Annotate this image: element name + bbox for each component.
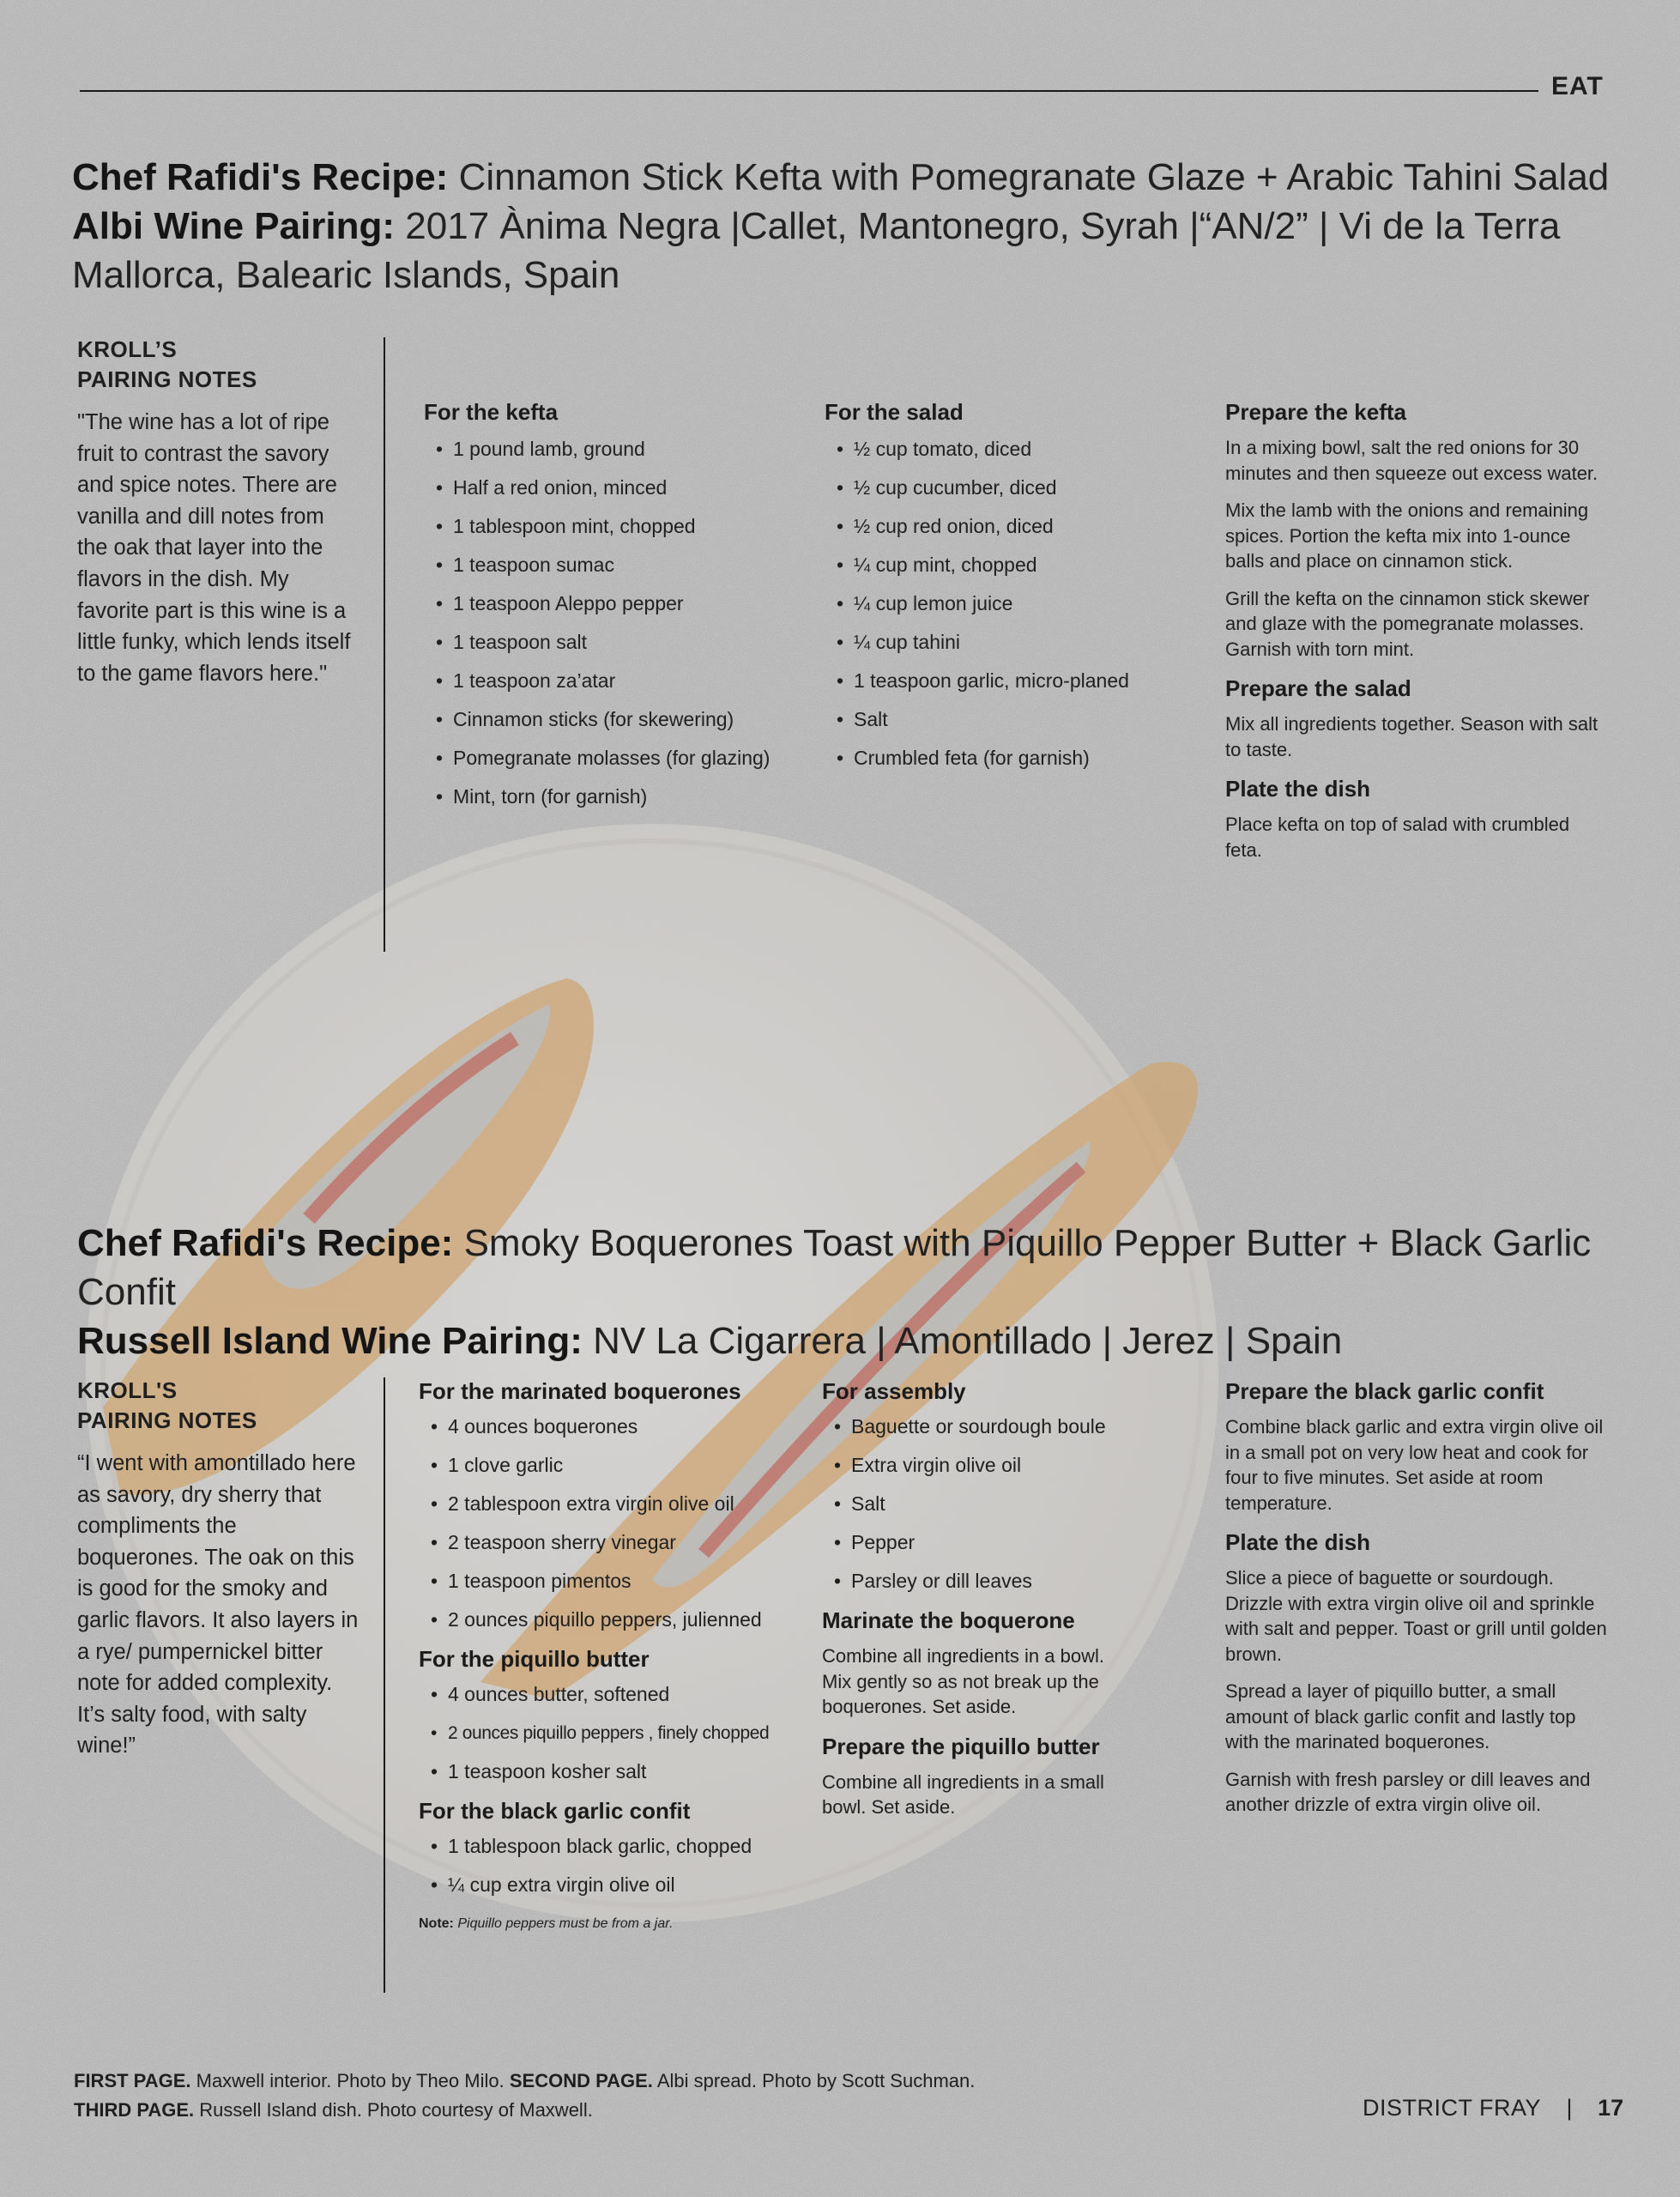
- recipe2-note-text: Piquillo peppers must be from a jar.: [457, 1916, 674, 1931]
- credit-third-page-label: THIRD PAGE.: [74, 2099, 195, 2121]
- list-item: • ¼ cup tahini: [837, 623, 1202, 662]
- recipe2-assembly-title: For assembly: [822, 1378, 966, 1404]
- credit-first-page-text: Maxwell interior. Photo by Theo Milo.: [196, 2070, 505, 2091]
- page-number: 17: [1598, 2095, 1624, 2121]
- recipe2-assembly-column: [822, 1377, 1165, 1832]
- recipe1-plate-p: Place kefta on top of salad with crumbled feta.: [1225, 814, 1570, 861]
- list-item: • 1 tablespoon mint, chopped: [436, 507, 801, 546]
- recipe1-salad-list: [825, 430, 1202, 778]
- list-item: • 1 teaspoon pimentos: [431, 1562, 813, 1601]
- list-item: • Extra virgin olive oil: [834, 1446, 1165, 1485]
- list-item: • 1 teaspoon za’atar: [436, 662, 801, 700]
- recipe1-notes-title-2: PAIRING NOTES: [77, 366, 257, 392]
- list-item: • 4 ounces boquerones: [431, 1407, 813, 1446]
- recipe2-pairing-notes: [77, 1376, 360, 1762]
- recipe2-ingredients-column: [419, 1377, 813, 1932]
- list-item: • ½ cup tomato, diced: [837, 430, 1202, 469]
- recipe1-prep-column: [1225, 397, 1603, 875]
- list-item: • Mint, torn (for garnish): [436, 778, 801, 816]
- list-item: • Salt: [837, 700, 1202, 739]
- recipe2-garlic-list: [419, 1827, 813, 1904]
- recipe2-pairing-label: Russell Island Wine Pairing:: [77, 1320, 583, 1362]
- credit-second-page-text: Albi spread. Photo by Scott Suchman.: [656, 2070, 976, 2091]
- recipe2-recipe-label: Chef Rafidi's Recipe:: [77, 1222, 454, 1264]
- recipe1-pairing-text: 2017 Ànima Negra |Callet, Mantonegro, Syrah |“AN/2” | Vi de la Terra Mallorca, Balearic Islands, Spain: [72, 205, 1561, 296]
- recipe2-note: [419, 1916, 813, 1932]
- recipe1-notes-text: "The wine has a lot of ripe fruit to contrast the savory and spice notes. There are vanilla and dill notes from the oak that layer into the flavors in the dish. My favorite part is this wine is a little funky, which lends itself to the game flavors here.": [77, 410, 351, 686]
- recipe2-boq-title: For the marinated boquerones: [419, 1378, 741, 1404]
- list-item: • Pomegranate molasses (for glazing): [436, 739, 801, 778]
- recipe2-assembly-list: [822, 1407, 1165, 1601]
- recipe1-prep-kefta-title: Prepare the kefta: [1225, 399, 1406, 425]
- list-item: • 1 teaspoon Aleppo pepper: [436, 584, 801, 623]
- recipe2-heading: [77, 1219, 1656, 1365]
- recipe2-boq-list: [419, 1407, 813, 1639]
- recipe2-notes-title-1: KROLL'S: [77, 1377, 178, 1403]
- list-item: • ½ cup red onion, diced: [837, 507, 1202, 546]
- recipe2-notes-text: “I went with amontillado here as savory, dry sherry that compliments the boquerones. The oak on this is good for the smoky and garlic flavors. It also layers in a rye/ pumpernickel bitter note for added complexity. It’s salty food, with salty wine!”: [77, 1451, 359, 1758]
- recipe1-prep-salad-title: Prepare the salad: [1225, 675, 1411, 701]
- recipe1-divider: [384, 337, 385, 952]
- recipe2-notes-title-2: PAIRING NOTES: [77, 1407, 257, 1433]
- recipe1-recipe-name: Cinnamon Stick Kefta with Pomegranate Glaze + Arabic Tahini Salad: [458, 156, 1610, 198]
- list-item: • 1 teaspoon garlic, micro-planed: [837, 662, 1202, 700]
- list-item: • 1 teaspoon salt: [436, 623, 801, 662]
- recipe1-kefta-column: [424, 397, 801, 816]
- recipe2-recipe-name: Smoky Boquerones Toast with Piquillo Pepper Butter + Black Garlic Confit: [77, 1222, 1592, 1313]
- list-item: • Half a red onion, minced: [436, 469, 801, 507]
- recipe2-note-label: Note:: [419, 1916, 454, 1931]
- recipe2-prep-column: [1225, 1377, 1611, 1830]
- publication-name: DISTRICT FRAY: [1363, 2095, 1542, 2121]
- recipe2-plate-p1: Slice a piece of baguette or sourdough. Drizzle with extra virgin olive oil and sprinkle with salt and pepper. Toast or grill until golden brown.: [1225, 1567, 1607, 1665]
- list-item: • ¼ cup mint, chopped: [837, 546, 1202, 584]
- credit-third-page-text: Russell Island dish. Photo courtesy of Maxwell.: [199, 2099, 593, 2121]
- recipe2-prep-butter-title: Prepare the piquillo butter: [822, 1733, 1100, 1759]
- recipe1-salad-column: [825, 397, 1202, 778]
- recipe1-pairing-notes: [77, 335, 352, 689]
- list-item: • 2 teaspoon sherry vinegar: [431, 1523, 813, 1562]
- recipe2-plate-p2: Spread a layer of piquillo butter, a small amount of black garlic confit and lastly top with the marinated boquerones.: [1225, 1680, 1576, 1752]
- list-item: • Crumbled feta (for garnish): [837, 739, 1202, 778]
- recipe2-plate-p3: Garnish with fresh parsley or dill leaves and another drizzle of extra virgin olive oil.: [1225, 1768, 1591, 1815]
- credit-second-page-label: SECOND PAGE.: [509, 2070, 653, 2091]
- recipe2-pairing-text: NV La Cigarrera | Amontillado | Jerez | Spain: [593, 1320, 1343, 1362]
- recipe1-prep-kefta-p1: In a mixing bowl, salt the red onions for 30 minutes and then squeeze out excess water.: [1225, 437, 1598, 484]
- list-item: • Parsley or dill leaves: [834, 1562, 1165, 1601]
- page-footer: [1363, 2095, 1623, 2121]
- recipe1-notes-title-1: KROLL’S: [77, 336, 178, 362]
- recipe2-marinate-title: Marinate the boquerone: [822, 1607, 1075, 1633]
- recipe2-butter-list: [419, 1675, 813, 1791]
- list-item: • 2 ounces piquillo peppers, julienned: [431, 1601, 813, 1639]
- header-rule: [80, 90, 1538, 92]
- list-item: • ¼ cup lemon juice: [837, 584, 1202, 623]
- list-item: • 4 ounces butter, softened: [431, 1675, 813, 1714]
- photo-credits: [74, 2067, 1189, 2125]
- list-item: • 1 tablespoon black garlic, chopped: [431, 1827, 813, 1866]
- list-item: • Salt: [834, 1485, 1165, 1523]
- credit-first-page-label: FIRST PAGE.: [74, 2070, 191, 2091]
- list-item: • 1 pound lamb, ground: [436, 430, 801, 469]
- recipe1-plate-title: Plate the dish: [1225, 776, 1371, 802]
- list-item: • 1 teaspoon kosher salt: [431, 1752, 813, 1791]
- recipe2-butter-title: For the piquillo butter: [419, 1646, 650, 1672]
- list-item: • 1 clove garlic: [431, 1446, 813, 1485]
- recipe2-plate-title: Plate the dish: [1225, 1529, 1371, 1555]
- recipe2-divider: [384, 1377, 385, 1993]
- list-item: • 1 teaspoon sumac: [436, 546, 801, 584]
- recipe1-salad-title: For the salad: [825, 399, 964, 425]
- list-item: • 2 tablespoon extra virgin olive oil: [431, 1485, 813, 1523]
- recipe2-marinate-p: Combine all ingredients in a bowl. Mix gently so as not break up the boquerones. Set aside.: [822, 1645, 1104, 1717]
- list-item: • ½ cup cucumber, diced: [837, 469, 1202, 507]
- list-item: • 2 ounces piquillo peppers , finely chopped: [431, 1714, 813, 1752]
- recipe1-recipe-label: Chef Rafidi's Recipe:: [72, 156, 449, 198]
- list-item: • Pepper: [834, 1523, 1165, 1562]
- recipe1-prep-kefta-p3: Grill the kefta on the cinnamon stick skewer and glaze with the pomegranate molasses. Garnish with torn mint.: [1225, 587, 1590, 660]
- recipe1-prep-salad-p: Mix all ingredients together. Season with salt to taste.: [1225, 713, 1598, 760]
- list-item: • Baguette or sourdough boule: [834, 1407, 1165, 1446]
- footer-separator: |: [1566, 2095, 1573, 2121]
- recipe2-prep-butter-p: Combine all ingredients in a small bowl. Set aside.: [822, 1770, 1104, 1818]
- recipe1-pairing-label: Albi Wine Pairing:: [72, 205, 396, 247]
- list-item: • ¼ cup extra virgin olive oil: [431, 1866, 813, 1904]
- recipe2-prep-garlic-p: Combine black garlic and extra virgin olive oil in a small pot on very low heat and cook for four to five minutes. Set aside at room temperature.: [1225, 1416, 1604, 1514]
- recipe2-garlic-title: For the black garlic confit: [419, 1798, 691, 1824]
- recipe1-kefta-title: For the kefta: [424, 399, 559, 425]
- recipe1-heading: [72, 153, 1642, 300]
- recipe2-prep-garlic-title: Prepare the black garlic confit: [1225, 1378, 1544, 1404]
- recipe1-prep-kefta-p2: Mix the lamb with the onions and remaining spices. Portion the kefta mix into 1-ounce balls and place on cinnamon stick.: [1225, 499, 1589, 572]
- recipe1-kefta-list: [424, 430, 801, 816]
- section-label: EAT: [1551, 72, 1604, 100]
- list-item: • Cinnamon sticks (for skewering): [436, 700, 801, 739]
